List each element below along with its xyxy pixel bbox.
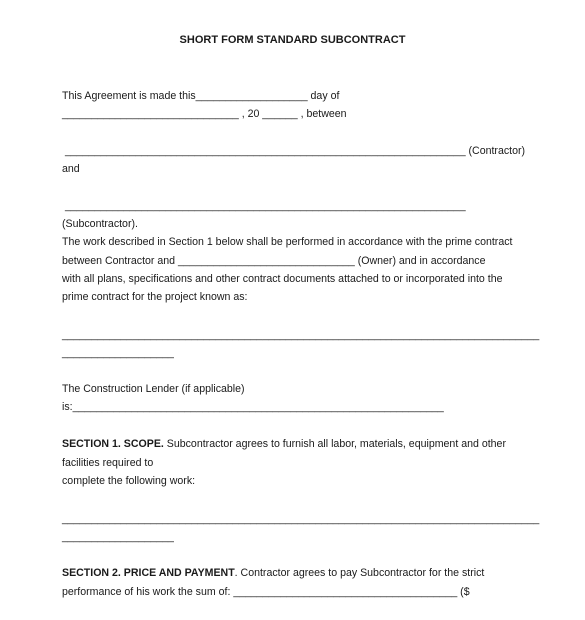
work-paragraph-line-3: with all plans, specifications and other contract documents attached to or incorporated into the [62, 273, 503, 285]
agreement-date-line: This Agreement is made this___________________ day of [62, 90, 340, 102]
subcontractor-label: (Subcontractor). [62, 218, 138, 230]
lender-label: The Construction Lender (if applicable) [62, 383, 245, 395]
section-1-line-2: facilities required to [62, 457, 154, 469]
project-blank-2: ___________________ [62, 347, 174, 359]
scope-blank-2: ___________________ [62, 531, 174, 543]
and-text: and [62, 163, 80, 175]
contractor-line: ____________________________________________________________________ (Contractor) [62, 145, 526, 157]
section-2-line-2: performance of his work the sum of: ______________________________________ ($ [62, 586, 470, 598]
subcontractor-blank: ____________________________________________________________________ [62, 200, 466, 212]
section-1-line-3: complete the following work: [62, 475, 196, 487]
section-2-line-1 [62, 567, 484, 580]
agreement-year-line: ______________________________ , 20 ______ , between [62, 108, 347, 120]
scope-blank-1: _________________________________________________________________________________ [62, 513, 540, 525]
lender-blank: is:_______________________________________________________________ [62, 401, 444, 413]
section-1-line-1 [62, 438, 506, 451]
section-1-heading: SECTION 1. SCOPE. [62, 438, 164, 450]
section-2-heading: SECTION 2. PRICE AND PAYMENT [62, 567, 235, 579]
work-paragraph-line-4: prime contract for the project known as: [62, 291, 248, 303]
section-1-text: Subcontractor agrees to furnish all labor, materials, equipment and other [163, 438, 506, 450]
work-paragraph-line-2: between Contractor and ______________________________ (Owner) and in accordance [62, 255, 486, 267]
document-title: SHORT FORM STANDARD SUBCONTRACT [179, 34, 406, 46]
work-paragraph-line-1: The work described in Section 1 below shall be performed in accordance with the prime contract [62, 236, 513, 248]
project-blank-1: _________________________________________________________________________________ [62, 329, 540, 341]
section-2-text: . Contractor agrees to pay Subcontractor for the strict [234, 567, 485, 579]
